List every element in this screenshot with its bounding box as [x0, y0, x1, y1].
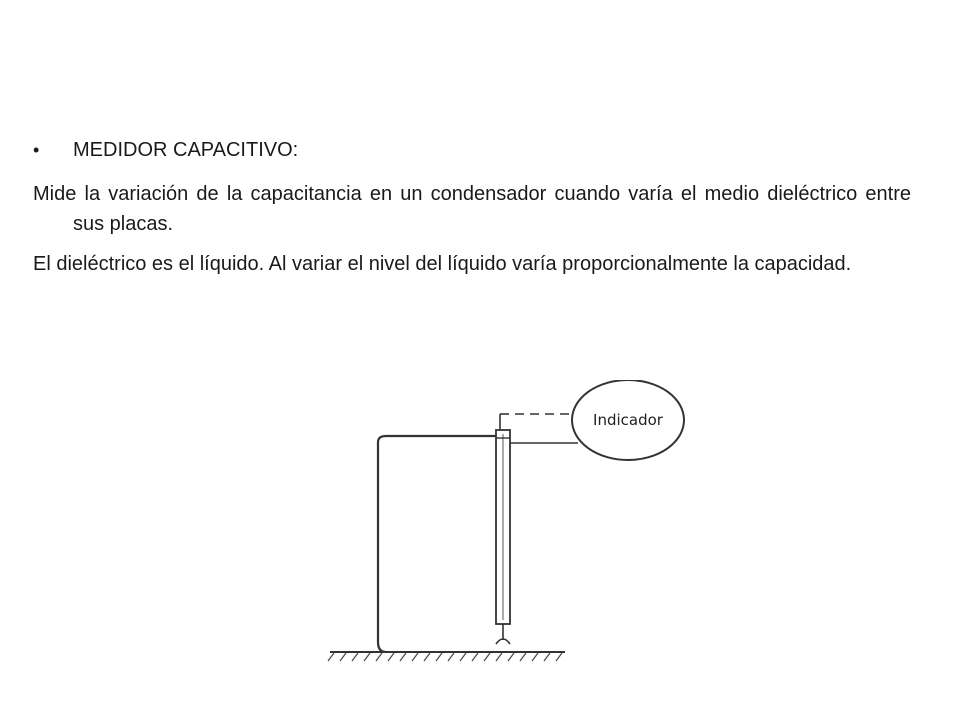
capacitive-level-diagram: [310, 380, 730, 680]
ground-hatching: [328, 653, 562, 661]
diagram-svg: [310, 380, 730, 680]
probe-terminal: [496, 639, 510, 644]
paragraph-2: El dieléctrico es el líquido. Al variar el nivel del líquido varía proporcionalmente la capacidad.: [33, 253, 852, 275]
slide-heading: MEDIDOR CAPACITIVO:: [73, 139, 299, 161]
paragraph-1: Mide la variación de la capacitancia en un condensador cuando varía el medio dieléctrico entre sus placas.: [33, 183, 911, 235]
indicator-label: Indicador: [593, 411, 663, 429]
slide-text: [33, 135, 911, 289]
heading-line: [33, 135, 911, 165]
tank-outline: [378, 436, 498, 652]
bullet-icon: •: [33, 140, 40, 160]
